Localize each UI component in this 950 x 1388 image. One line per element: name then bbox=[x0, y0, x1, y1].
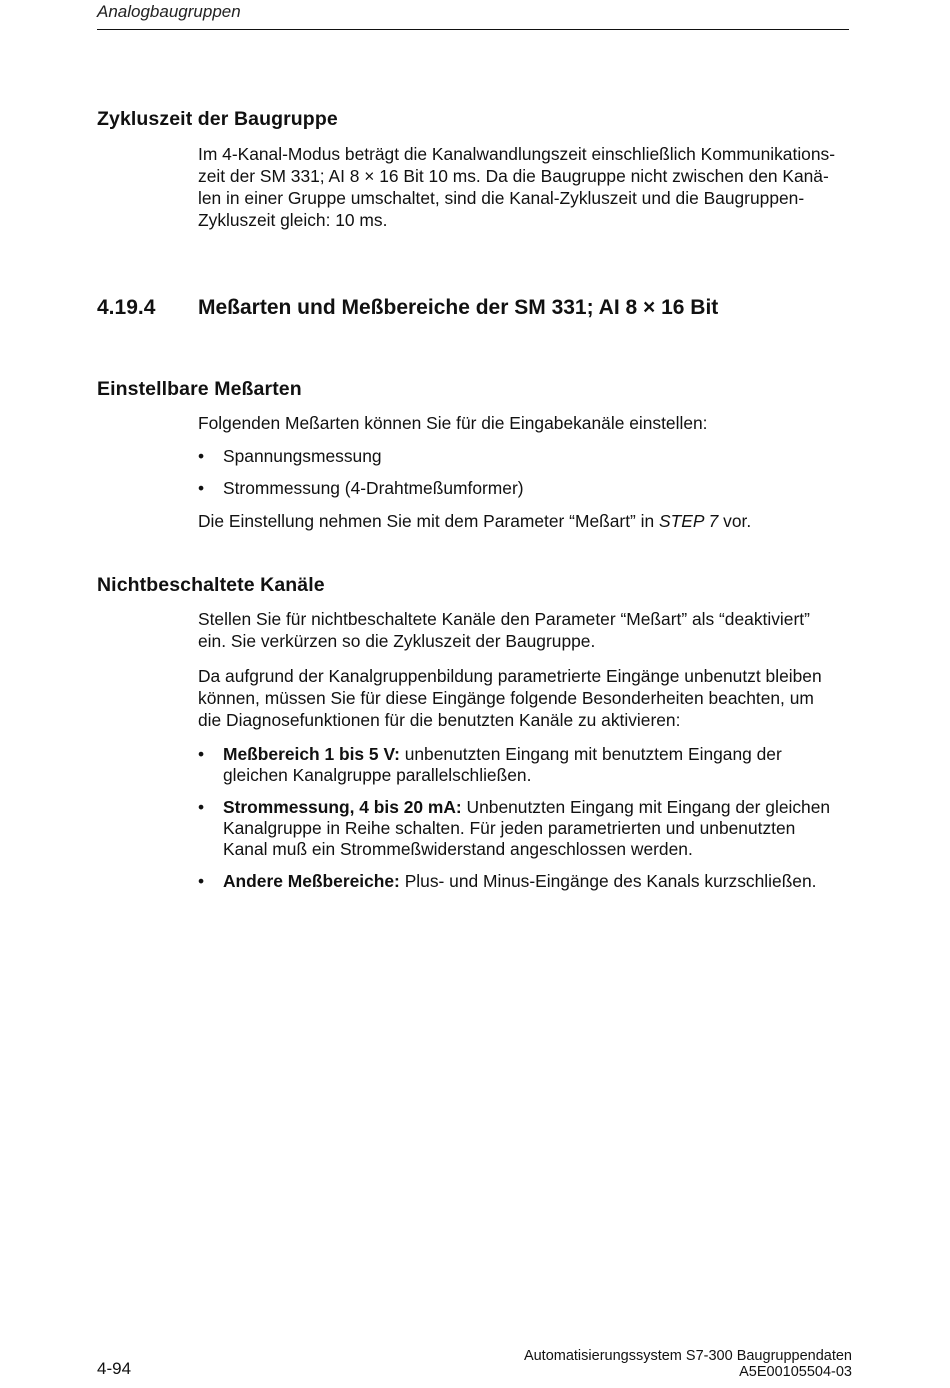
condition-bullet bbox=[198, 744, 852, 786]
bullet-icon: • bbox=[198, 797, 205, 817]
bullet-text bbox=[223, 744, 852, 786]
condition-bullet bbox=[198, 871, 852, 892]
step7-emphasis: STEP 7 bbox=[659, 511, 719, 531]
zykluszeit-paragraph bbox=[198, 143, 852, 231]
text-line: len in einer Gruppe umschaltet, sind die Kanal-Zykluszeit und die Baugruppen- bbox=[198, 188, 805, 208]
condition-bullet bbox=[198, 797, 852, 860]
bullet-icon: • bbox=[198, 744, 205, 764]
page-number: 4-94 bbox=[97, 1359, 132, 1378]
messarten-heading: Einstellbare Meßarten bbox=[97, 378, 302, 400]
bullet-text bbox=[223, 797, 852, 860]
bullet-label: Strommessung, 4 bis 20 mA: bbox=[223, 797, 462, 817]
bullet-line: Plus- und Minus-Eingänge des Kanals kurzschließen. bbox=[399, 871, 817, 891]
bullet-text bbox=[223, 871, 852, 892]
bullet-line: Kanal muß ein Strommeßwiderstand angeschlossen werden. bbox=[223, 839, 693, 859]
messarten-bullet bbox=[198, 478, 852, 499]
bullet-line: Kanalgruppe in Reihe schalten. Für jeden parametrierten und unbenutzten bbox=[223, 818, 796, 838]
messarten-bullet bbox=[198, 446, 852, 467]
bullet-line: Unbenutzten Eingang mit Eingang der gleichen bbox=[461, 797, 831, 817]
bullet-line: gleichen Kanalgruppe parallelschließen. bbox=[223, 765, 532, 785]
zykluszeit-heading: Zykluszeit der Baugruppe bbox=[97, 108, 338, 130]
bullet-text: Strommessung (4-Drahtmeßumformer) bbox=[223, 478, 524, 498]
section-title: Meßarten und Meßbereiche der SM 331; AI 8 × 16 Bit bbox=[198, 296, 719, 319]
bullet-icon: • bbox=[198, 446, 205, 466]
text-line: ein. Sie verkürzen so die Zykluszeit der Baugruppe. bbox=[198, 631, 596, 651]
bullet-label: Meßbereich 1 bis 5 V: bbox=[223, 744, 400, 764]
messarten-outro bbox=[198, 510, 852, 532]
text-line: zeit der SM 331; AI 8 × 16 Bit 10 ms. Da die Baugruppe nicht zwischen den Kanä- bbox=[198, 166, 829, 186]
messarten-intro: Folgenden Meßarten können Sie für die Eingabekanäle einstellen: bbox=[198, 413, 708, 433]
header-rule bbox=[97, 29, 849, 30]
bullet-icon: • bbox=[198, 871, 205, 891]
doc-id: A5E00105504-03 bbox=[739, 1364, 852, 1380]
bullet-label: Andere Meßbereiche: bbox=[223, 871, 400, 891]
doc-title: Automatisierungssystem S7-300 Baugruppendaten bbox=[523, 1348, 852, 1364]
bullet-text: Spannungsmessung bbox=[223, 446, 382, 466]
nichtbeschaltete-paragraph-2 bbox=[198, 665, 852, 731]
nichtbeschaltete-heading: Nichtbeschaltete Kanäle bbox=[97, 574, 325, 596]
running-header: Analogbaugruppen bbox=[97, 2, 241, 21]
text-line: Im 4-Kanal-Modus beträgt die Kanalwandlungszeit einschließlich Kommunikations- bbox=[198, 144, 836, 164]
text-line: Zykluszeit gleich: 10 ms. bbox=[198, 210, 388, 230]
section-heading bbox=[97, 296, 718, 320]
bullet-line: unbenutzten Eingang mit benutztem Eingang der bbox=[399, 744, 782, 764]
text-line: können, müssen Sie für diese Eingänge folgende Besonderheiten beachten, um bbox=[198, 688, 814, 708]
footer-doc-info bbox=[524, 1348, 852, 1380]
text-line: Stellen Sie für nichtbeschaltete Kanäle den Parameter “Meßart” als “deaktiviert” bbox=[198, 609, 810, 629]
text-line: die Diagnosefunktionen für die benutzten Kanäle zu aktivieren: bbox=[198, 710, 681, 730]
text-line: Da aufgrund der Kanalgruppenbildung parametrierte Eingänge unbenutzt bleiben bbox=[198, 666, 822, 686]
outro-text-end: vor. bbox=[718, 511, 752, 531]
outro-text: Die Einstellung nehmen Sie mit dem Parameter “Meßart” in bbox=[198, 511, 660, 531]
nichtbeschaltete-paragraph-1 bbox=[198, 608, 852, 652]
bullet-icon: • bbox=[198, 478, 205, 498]
section-number: 4.19.4 bbox=[97, 296, 156, 319]
